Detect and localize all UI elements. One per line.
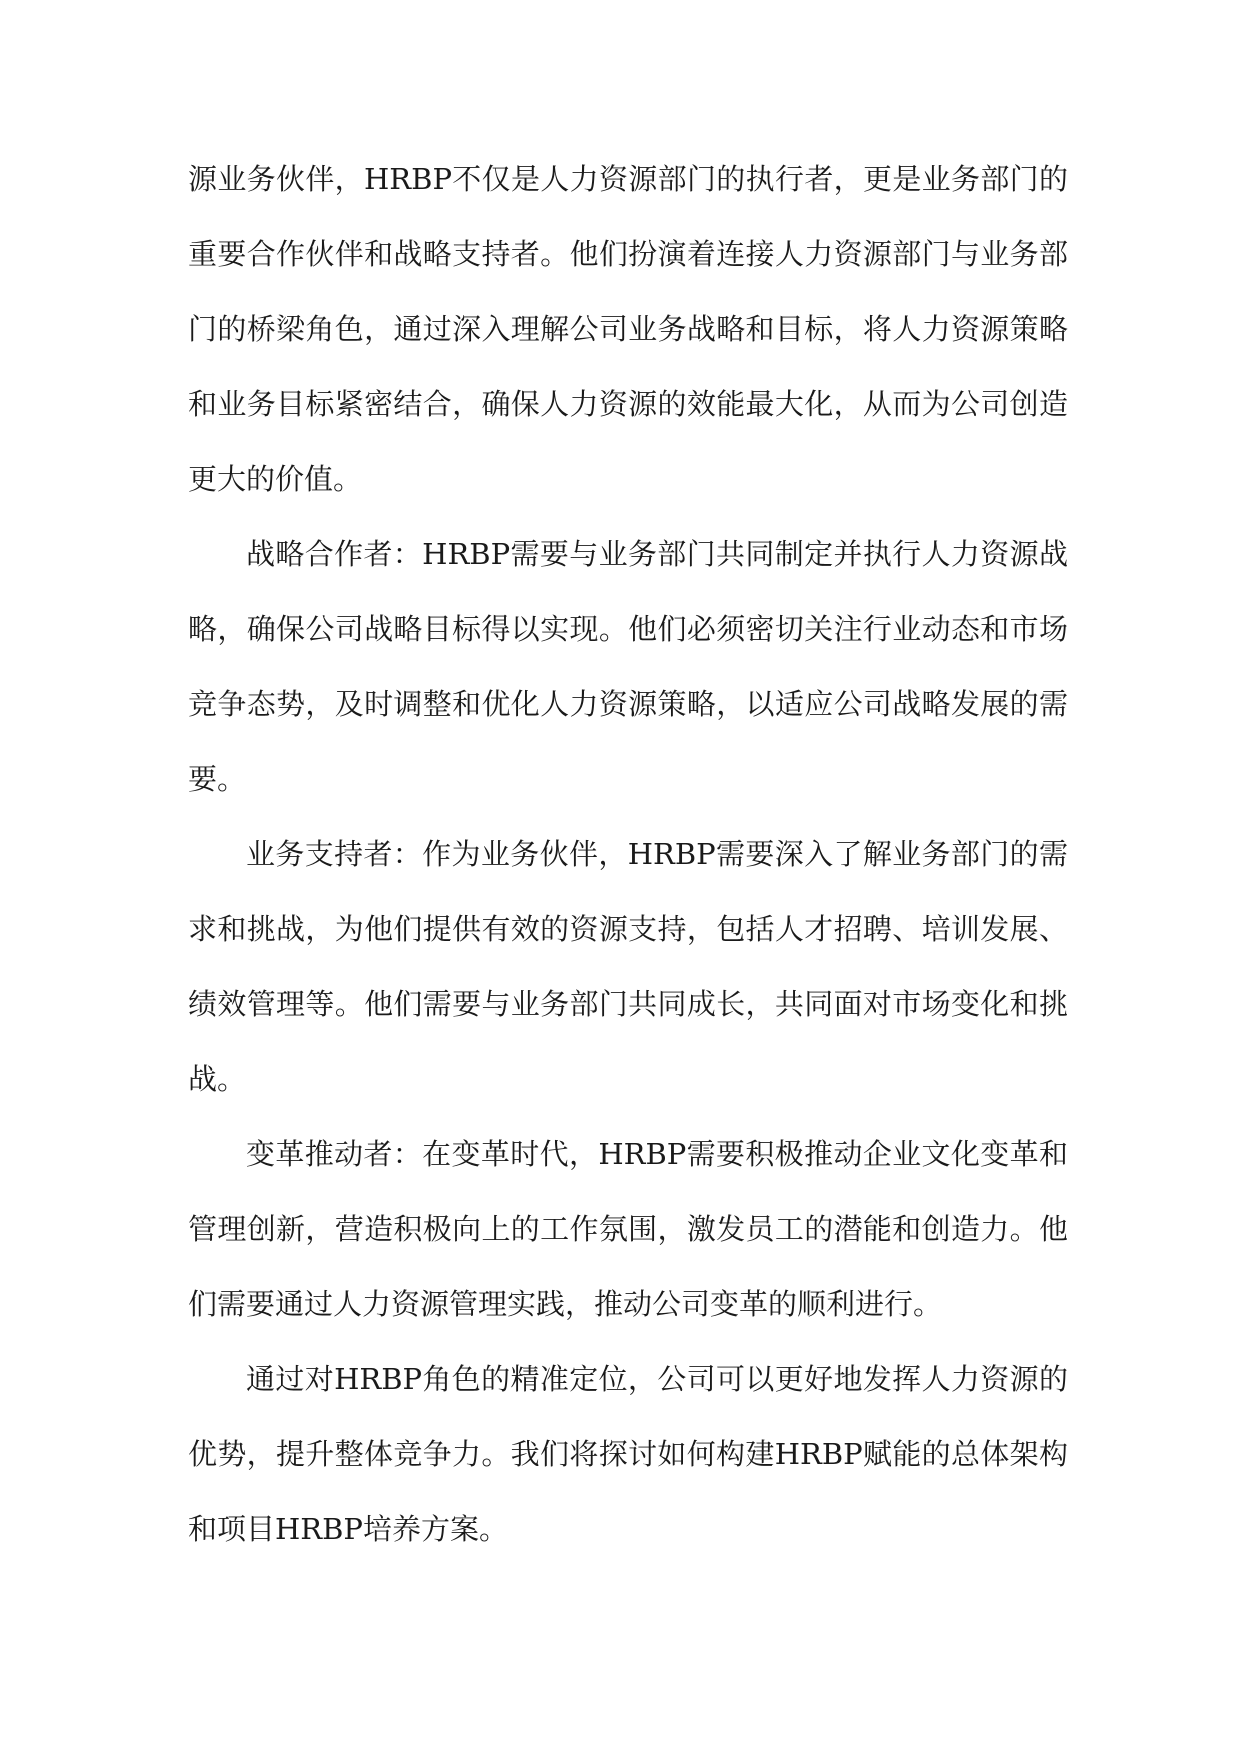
paragraph-strategic-partner: 战略合作者：HRBP需要与业务部门共同制定并执行人力资源战略，确保公司战略目标得以实现。他们必须密切关注行业动态和市场竞争态势，及时调整和优化人力资源策略，以适应公司战略发展的需要。 — [188, 537, 1068, 796]
paragraph-conclusion: 通过对HRBP角色的精准定位，公司可以更好地发挥人力资源的优势，提升整体竞争力。我们将探讨如何构建HRBP赋能的总体架构和项目HRBP培养方案。 — [188, 1362, 1068, 1546]
paragraph-change-driver: 变革推动者：在变革时代，HRBP需要积极推动企业文化变革和管理创新，营造积极向上的工作氛围，激发员工的潜能和创造力。他们需要通过人力资源管理实践，推动公司变革的顺利进行。 — [188, 1137, 1068, 1321]
paragraph-intro-continuation: 源业务伙伴，HRBP不仅是人力资源部门的执行者，更是业务部门的重要合作伙伴和战略支持者。他们扮演着连接人力资源部门与业务部门的桥梁角色，通过深入理解公司业务战略和目标，将人力资源策略和业务目标紧密结合，确保人力资源的效能最大化，从而为公司创造更大的价值。 — [188, 162, 1068, 496]
paragraph-business-supporter: 业务支持者：作为业务伙伴，HRBP需要深入了解业务部门的需求和挑战，为他们提供有效的资源支持，包括人才招聘、培训发展、绩效管理等。他们需要与业务部门共同成长，共同面对市场变化和挑战。 — [188, 837, 1068, 1096]
body-text — [188, 142, 1068, 1567]
